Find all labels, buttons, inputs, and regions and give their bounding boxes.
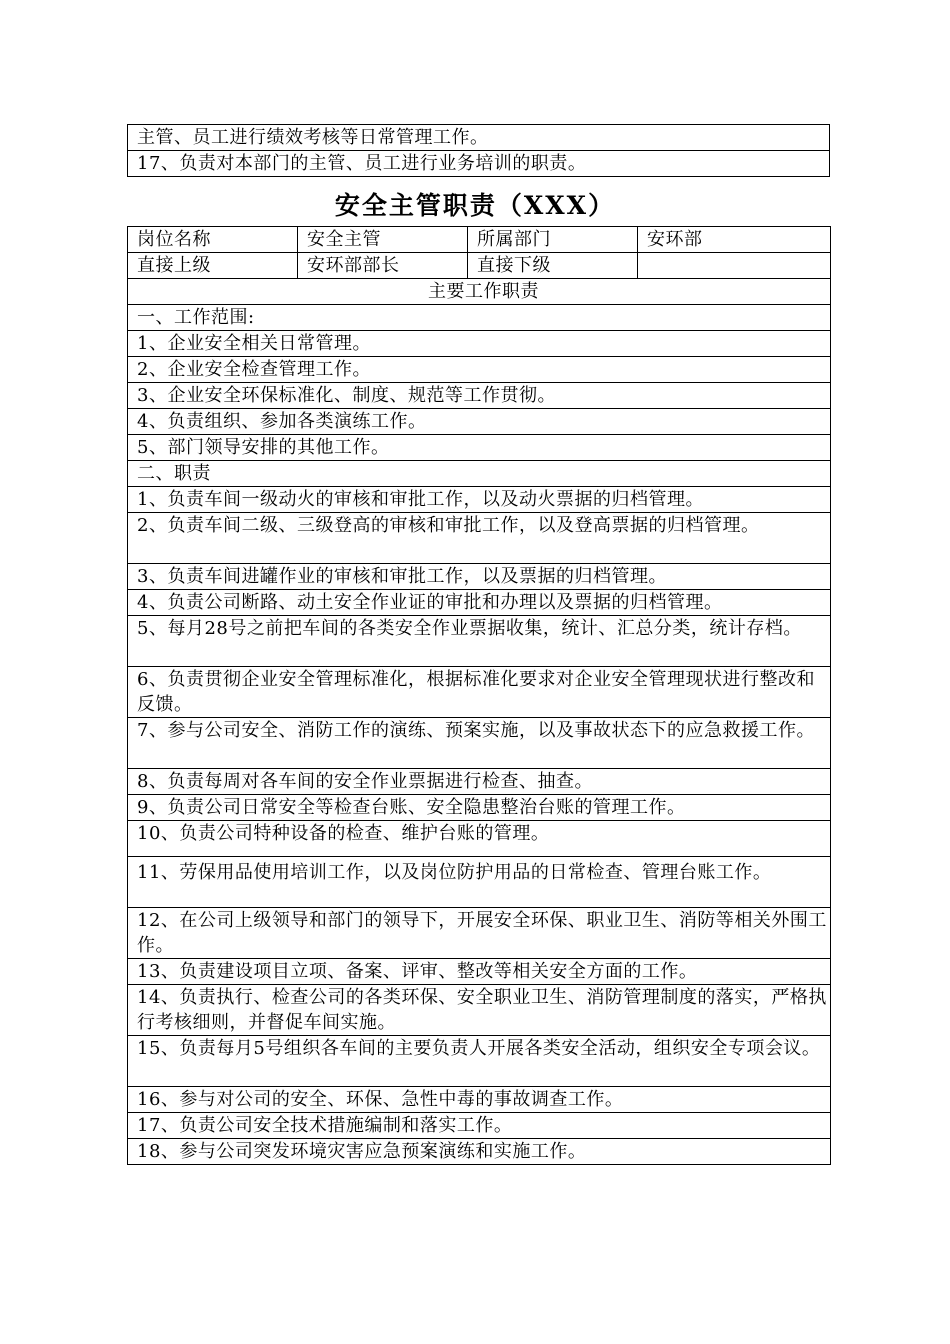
table-row: 1、负责车间一级动火的审核和审批工作，以及动火票据的归档管理。 <box>128 487 831 513</box>
table-row: 4、负责组织、参加各类演练工作。 <box>128 409 831 435</box>
value-direct-subordinate <box>638 253 831 279</box>
value-direct-superior: 安环部部长 <box>298 253 468 279</box>
table-row: 8、负责每周对各车间的安全作业票据进行检查、抽查。 <box>128 769 831 795</box>
table-row: 2、负责车间二级、三级登高的审核和审批工作，以及登高票据的归档管理。 <box>128 513 831 564</box>
table-row: 17、负责公司安全技术措施编制和落实工作。 <box>128 1113 831 1139</box>
table-row: 二、职责 <box>128 461 831 487</box>
table-row: 18、参与公司突发环境灾害应急预案演练和实施工作。 <box>128 1139 831 1165</box>
table-row: 6、负责贯彻企业安全管理标准化，根据标准化要求对企业安全管理现状进行整改和反馈。 <box>128 667 831 718</box>
table-row: 3、企业安全环保标准化、制度、规范等工作贯彻。 <box>128 383 831 409</box>
table-row: 一、工作范围: <box>128 305 831 331</box>
label-department: 所属部门 <box>468 227 638 253</box>
value-department: 安环部 <box>638 227 831 253</box>
table-row: 4、负责公司断路、动土安全作业证的审批和办理以及票据的归档管理。 <box>128 590 831 616</box>
section-title: 主要工作职责 <box>128 279 831 305</box>
table-row: 3、负责车间进罐作业的审核和审批工作，以及票据的归档管理。 <box>128 564 831 590</box>
table-row: 16、参与对公司的安全、环保、急性中毒的事故调查工作。 <box>128 1087 831 1113</box>
page-title: 安全主管职责（XXX） <box>334 191 616 220</box>
table-row: 7、参与公司安全、消防工作的演练、预案实施，以及事故状态下的应急救援工作。 <box>128 718 831 769</box>
table-row: 10、负责公司特种设备的检查、维护台账的管理。 <box>128 821 831 857</box>
table-row: 11、劳保用品使用培训工作，以及岗位防护用品的日常检查、管理台账工作。 <box>128 857 831 908</box>
table-row: 14、负责执行、检查公司的各类环保、安全职业卫生、消防管理制度的落实，严格执行考核细则，并督促车间实施。 <box>128 985 831 1036</box>
table-row: 1、企业安全相关日常管理。 <box>128 331 831 357</box>
table-row: 15、负责每月5号组织各车间的主要负责人开展各类安全活动，组织安全专项会议。 <box>128 1036 831 1087</box>
table-row: 17、负责对本部门的主管、员工进行业务培训的职责。 <box>128 151 830 177</box>
table-row: 9、负责公司日常安全等检查台账、安全隐患整治台账的管理工作。 <box>128 795 831 821</box>
label-direct-superior: 直接上级 <box>128 253 298 279</box>
previous-duties-table <box>127 124 830 177</box>
duties-table <box>127 226 831 1165</box>
value-position-name: 安全主管 <box>298 227 468 253</box>
table-row: 12、在公司上级领导和部门的领导下，开展安全环保、职业卫生、消防等相关外围工作。 <box>128 908 831 959</box>
table-row: 5、每月28号之前把车间的各类安全作业票据收集，统计、汇总分类，统计存档。 <box>128 616 831 667</box>
table-row: 5、部门领导安排的其他工作。 <box>128 435 831 461</box>
table-row: 13、负责建设项目立项、备案、评审、整改等相关安全方面的工作。 <box>128 959 831 985</box>
label-position-name: 岗位名称 <box>128 227 298 253</box>
table-row: 2、企业安全检查管理工作。 <box>128 357 831 383</box>
table-row: 主管、员工进行绩效考核等日常管理工作。 <box>128 125 830 151</box>
label-direct-subordinate: 直接下级 <box>468 253 638 279</box>
